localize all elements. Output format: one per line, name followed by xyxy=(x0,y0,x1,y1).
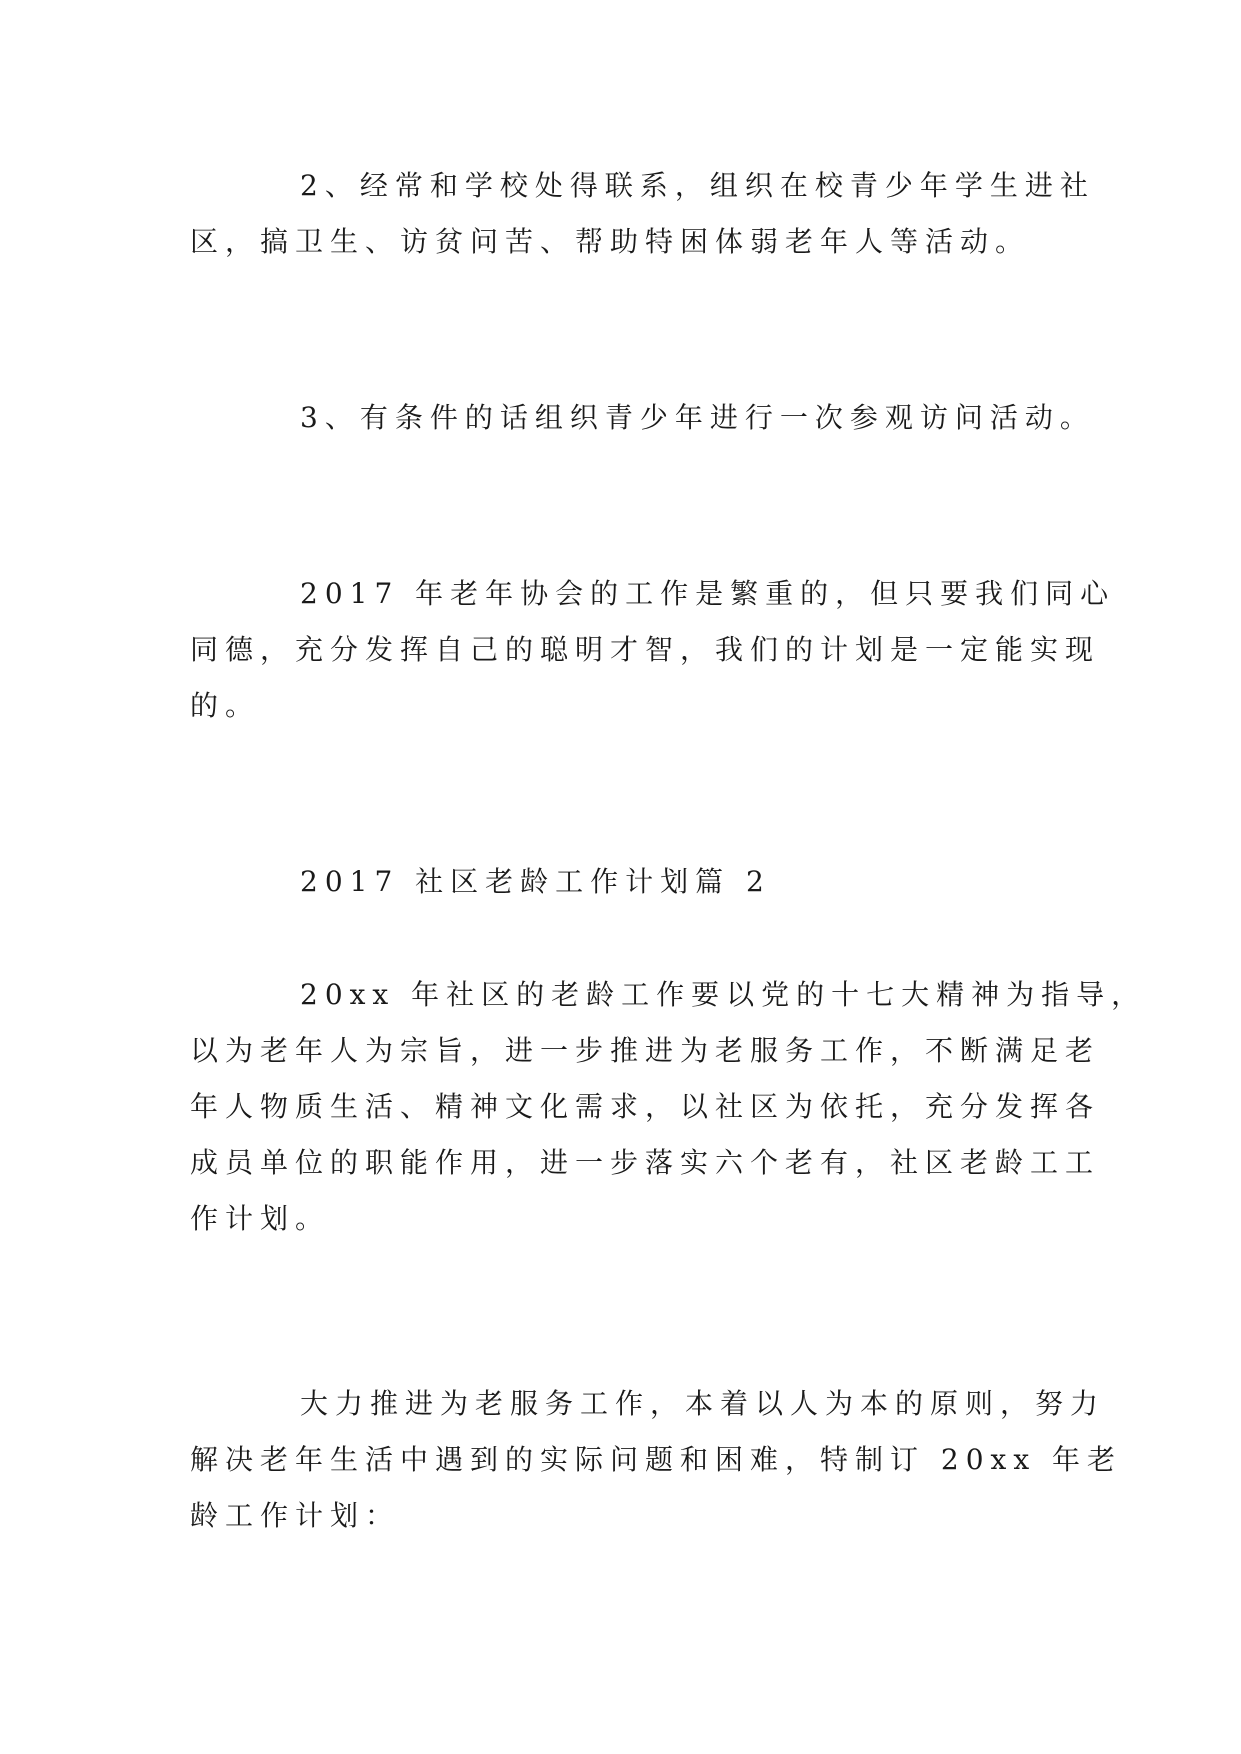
paragraph-line: 作计划。 xyxy=(190,1202,331,1235)
paragraph-line: 的。 xyxy=(190,689,261,722)
paragraph-line: 2、经常和学校处得联系，组织在校青少年学生进社 xyxy=(300,169,1095,202)
paragraph-line: 龄工作计划： xyxy=(190,1499,401,1532)
paragraph-line: 3、有条件的话组织青少年进行一次参观访问活动。 xyxy=(300,401,1095,434)
paragraph-line: 以为老年人为宗旨，进一步推进为老服务工作，不断满足老 xyxy=(190,1034,1101,1067)
paragraph-line: 20xx 年社区的老龄工作要以党的十七大精神为指导， xyxy=(300,978,1147,1011)
paragraph-line: 区，搞卫生、访贫问苦、帮助特困体弱老年人等活动。 xyxy=(190,225,1031,258)
section-heading: 2017 社区老龄工作计划篇 2 xyxy=(300,865,771,898)
paragraph-line: 成员单位的职能作用，进一步落实六个老有，社区老龄工工 xyxy=(190,1146,1101,1179)
paragraph-line: 大力推进为老服务工作，本着以人为本的原则，努力 xyxy=(300,1387,1106,1420)
paragraph-line: 解决老年生活中遇到的实际问题和困难，特制订 20xx 年老 xyxy=(190,1443,1123,1476)
paragraph-line: 年人物质生活、精神文化需求，以社区为依托，充分发挥各 xyxy=(190,1090,1101,1123)
paragraph-line: 2017 年老年协会的工作是繁重的，但只要我们同心 xyxy=(300,577,1116,610)
paragraph-line: 同德，充分发挥自己的聪明才智，我们的计划是一定能实现 xyxy=(190,633,1101,666)
